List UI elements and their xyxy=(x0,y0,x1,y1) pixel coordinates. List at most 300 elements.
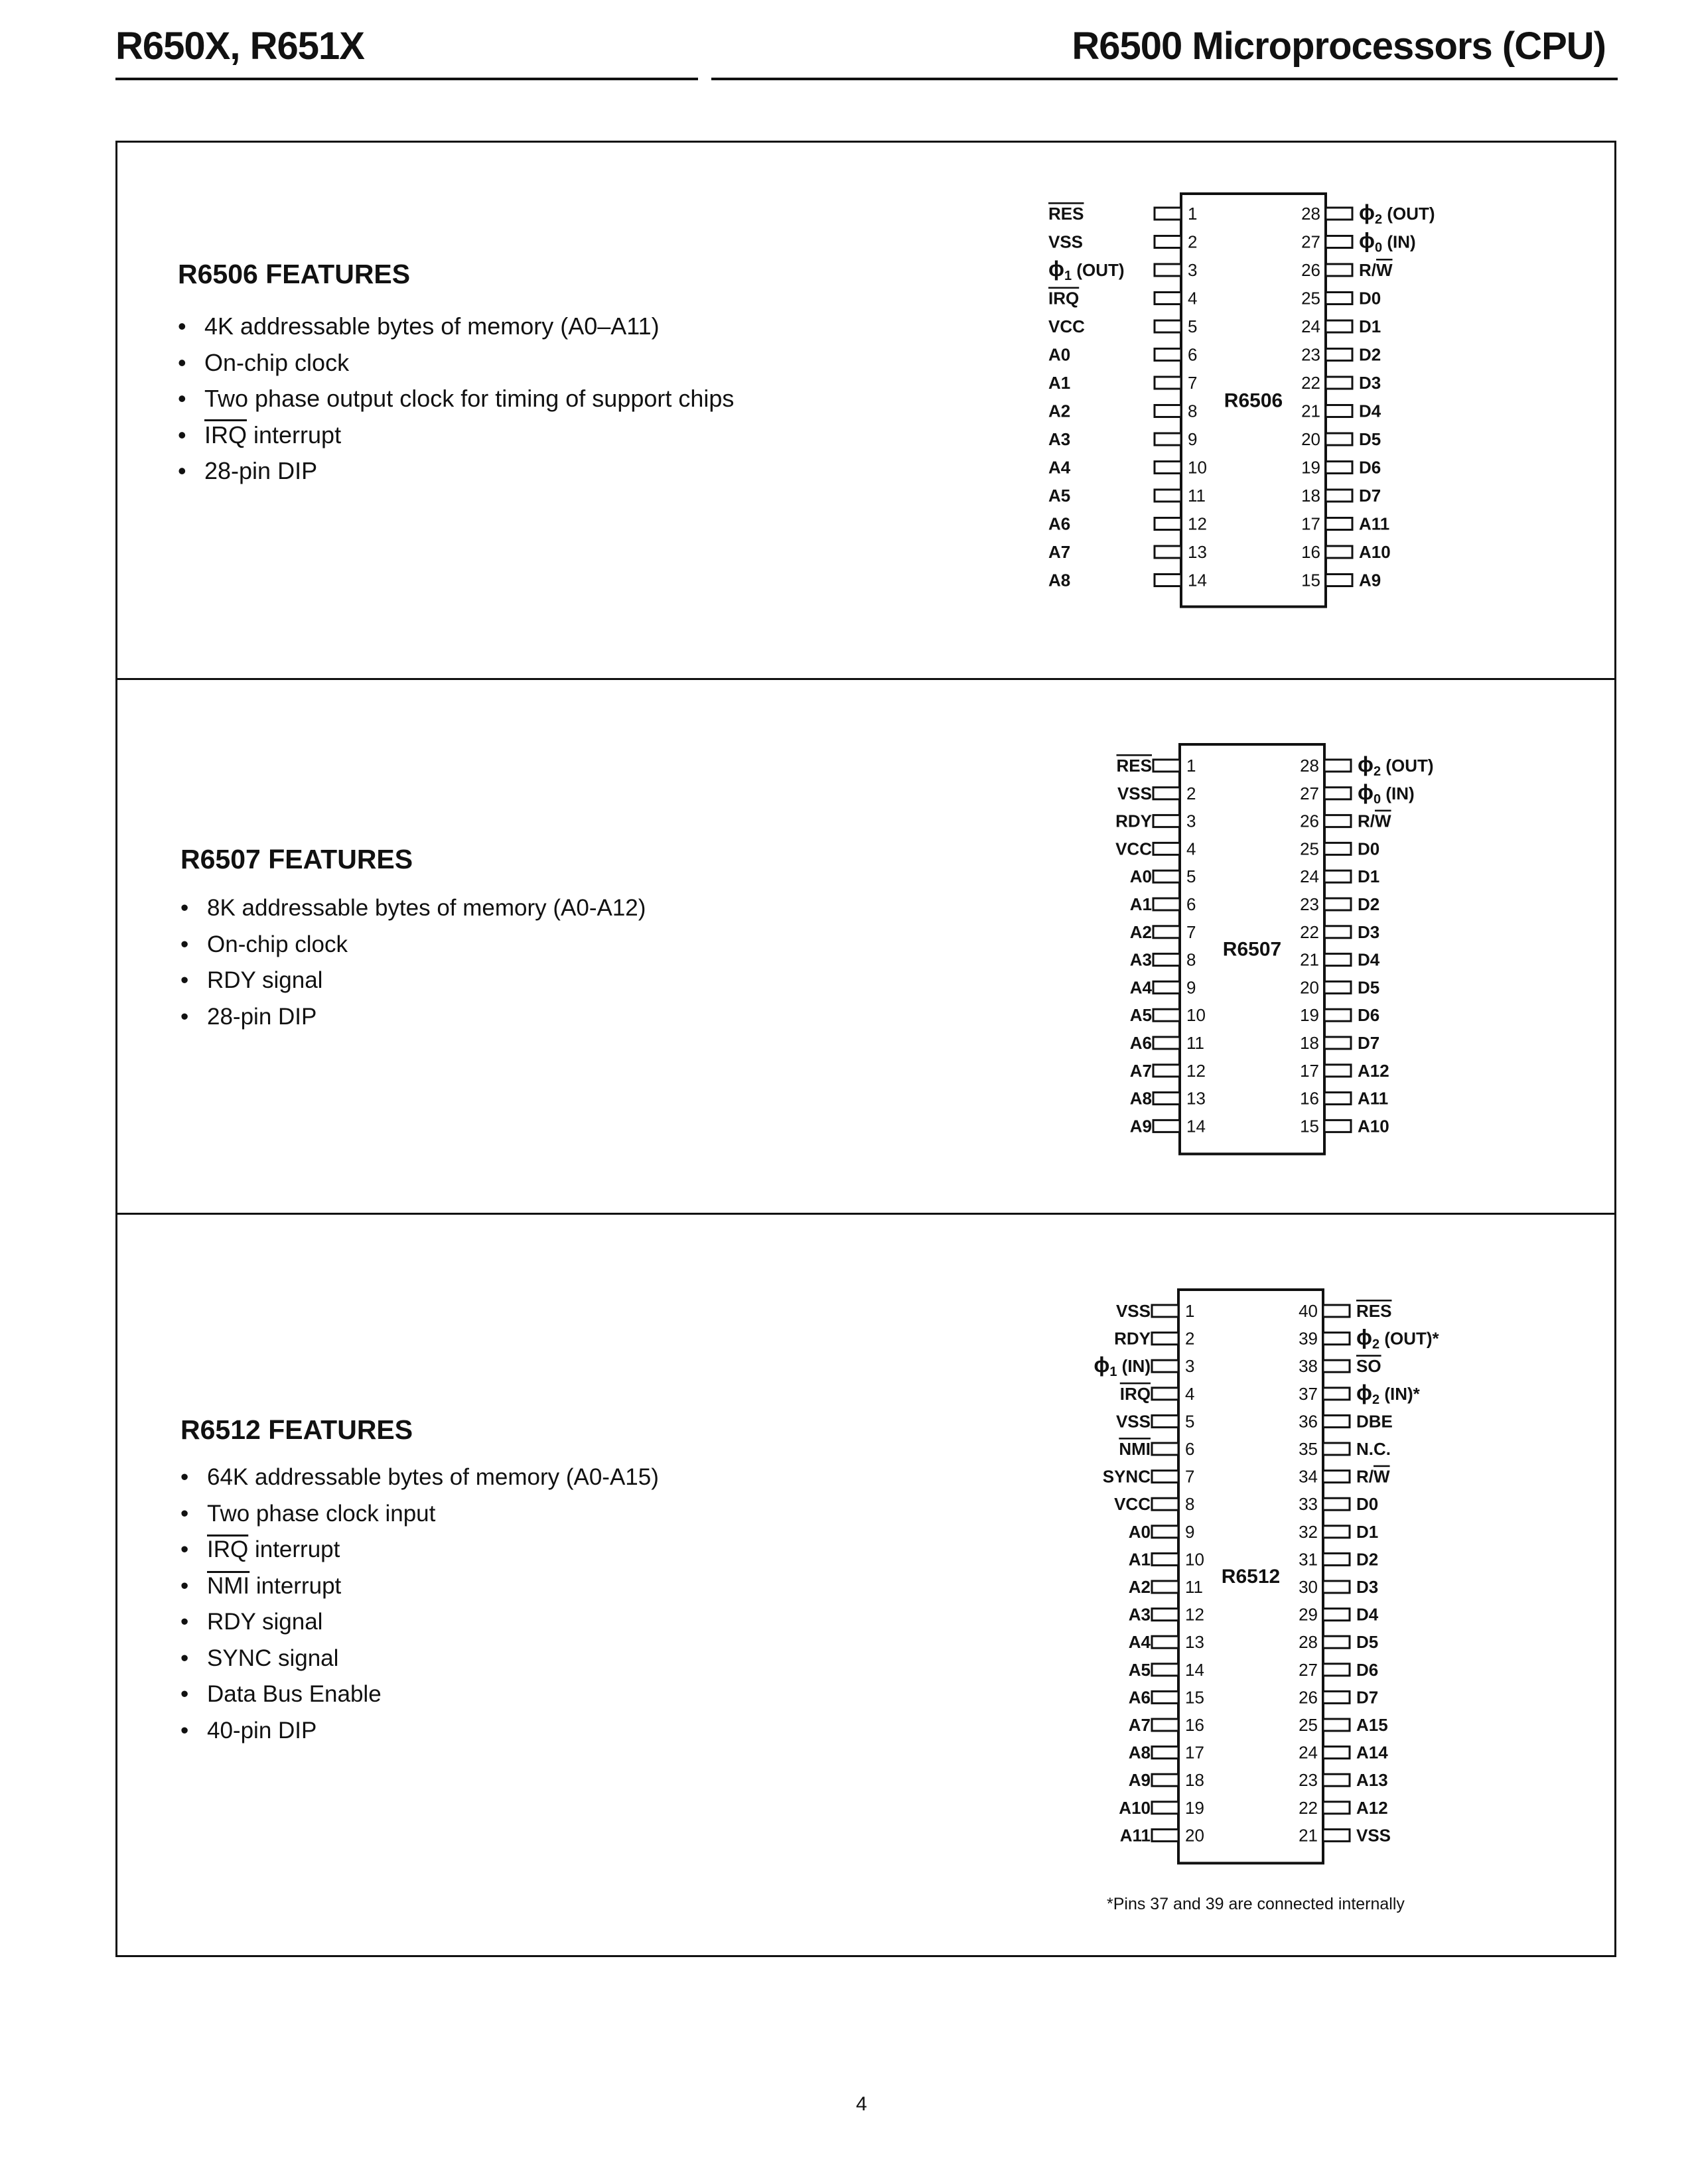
feature-item xyxy=(180,1496,659,1533)
pin-stub xyxy=(1326,208,1352,220)
header-right: R6500 Microprocessors (CPU) xyxy=(1072,25,1606,68)
pin-number: 8 xyxy=(1188,401,1198,421)
pin-stub xyxy=(1326,546,1352,558)
feature-item xyxy=(178,417,734,454)
pin-label-left: A6 xyxy=(1129,1033,1152,1053)
pin-label-right: A9 xyxy=(1359,570,1381,590)
pin-label-left: A4 xyxy=(1129,977,1152,998)
pin-stub xyxy=(1323,1498,1350,1510)
pin-number: 2 xyxy=(1188,232,1198,252)
pin-label-right: VSS xyxy=(1356,1825,1391,1846)
pin-number: 10 xyxy=(1186,1005,1206,1026)
header-rule-right xyxy=(711,78,1618,80)
pin-stub xyxy=(1152,1415,1178,1427)
pin-label-left: IRQ xyxy=(1119,1383,1151,1404)
pin-stub xyxy=(1323,1305,1350,1317)
pin-label-right: D6 xyxy=(1356,1659,1379,1680)
pin-stub xyxy=(1152,1526,1178,1538)
pin-stub xyxy=(1323,1774,1350,1786)
pin-stub xyxy=(1153,898,1180,910)
pin-label-left: A3 xyxy=(1048,429,1071,449)
pin-number: 32 xyxy=(1299,1521,1318,1542)
pin-stub xyxy=(1324,981,1351,993)
pin-stub xyxy=(1326,320,1352,332)
pin-label-left: A5 xyxy=(1129,1005,1152,1026)
pin-label-left: VSS xyxy=(1048,232,1084,252)
pin-stub xyxy=(1323,1636,1350,1648)
pin-label-left: VCC xyxy=(1048,316,1085,336)
pin-number: 17 xyxy=(1300,1060,1319,1081)
pin-stub xyxy=(1153,1009,1180,1021)
chip-name: R6507 xyxy=(1222,938,1282,961)
pin-stub xyxy=(1155,546,1181,558)
pin-label-right: D5 xyxy=(1359,429,1381,449)
pin-stub xyxy=(1326,405,1352,417)
feature-text: 8K addressable bytes of memory (A0-A12) xyxy=(207,895,646,921)
feature-item xyxy=(180,999,646,1036)
pin-stub xyxy=(1152,1360,1178,1372)
pin-label-right: A12 xyxy=(1356,1797,1388,1818)
pin-stub xyxy=(1323,1581,1350,1593)
pin-number: 26 xyxy=(1301,260,1320,280)
pin-number: 2 xyxy=(1185,1328,1195,1349)
pin-number: 24 xyxy=(1301,316,1320,336)
pin-label-right: A10 xyxy=(1359,542,1391,562)
chip-name: R6506 xyxy=(1224,389,1283,412)
pin-number: 14 xyxy=(1186,1116,1206,1136)
pin-stub xyxy=(1152,1664,1178,1676)
pin-number: 10 xyxy=(1185,1549,1204,1570)
pin-stub xyxy=(1152,1553,1178,1565)
pin-label-right: D2 xyxy=(1359,344,1381,365)
feature-item xyxy=(180,1568,659,1605)
pin-stub xyxy=(1324,898,1351,910)
r6506-features-title: R6506 FEATURES xyxy=(178,259,411,289)
pin-number: 6 xyxy=(1185,1439,1195,1459)
pin-label-left: A10 xyxy=(1119,1797,1151,1818)
pin-label-right: $\phi_2$ (OUT) xyxy=(1358,752,1434,779)
feature-item xyxy=(180,890,646,927)
pin-label-right: $\phi_0$ (IN) xyxy=(1358,780,1415,807)
pin-stub xyxy=(1155,575,1181,586)
pin-number: 11 xyxy=(1185,1577,1203,1597)
r6512-pinout-diagram xyxy=(1048,1287,1513,1866)
pin-label-left: A3 xyxy=(1129,949,1152,970)
pin-label-right: D1 xyxy=(1358,866,1380,887)
pin-label-left: A1 xyxy=(1128,1549,1151,1570)
pin-stub xyxy=(1323,1443,1350,1455)
page-number: 4 xyxy=(856,2093,867,2115)
pin-label-left: A1 xyxy=(1048,373,1071,393)
pin-stub xyxy=(1152,1581,1178,1593)
pin-number: 14 xyxy=(1188,570,1207,590)
pin-stub xyxy=(1152,1691,1178,1703)
pin-label-right: A10 xyxy=(1358,1116,1389,1136)
pin-label-right: D2 xyxy=(1356,1549,1379,1570)
pin-number: 12 xyxy=(1188,513,1207,534)
feature-signal-overlined: $\overline{IRQ}$ xyxy=(204,421,247,448)
pin-stub xyxy=(1155,518,1181,530)
pin-number: 6 xyxy=(1186,894,1196,914)
pin-label-left: NMI xyxy=(1119,1439,1151,1459)
pin-stub xyxy=(1324,760,1351,772)
feature-text: 40-pin DIP xyxy=(207,1717,317,1743)
pin-label-left: RES xyxy=(1116,756,1152,776)
pin-number: 27 xyxy=(1300,783,1319,803)
pin-number: 18 xyxy=(1301,486,1320,506)
pin-stub xyxy=(1323,1415,1350,1427)
feature-text: interrupt xyxy=(247,421,342,448)
feature-text: Data Bus Enable xyxy=(207,1681,382,1707)
pin-number: 11 xyxy=(1188,486,1206,506)
feature-text: Two phase clock input xyxy=(207,1500,436,1527)
pin-label-left: A7 xyxy=(1129,1060,1152,1081)
pin-label-left: A5 xyxy=(1128,1659,1151,1680)
pin-stub xyxy=(1323,1526,1350,1538)
pin-label-right: D3 xyxy=(1359,373,1381,393)
pin-stub xyxy=(1323,1747,1350,1759)
pin-number: 38 xyxy=(1299,1356,1318,1377)
pin-stub xyxy=(1155,490,1181,502)
pin-number: 18 xyxy=(1300,1033,1319,1053)
pin-label-right: $\phi_2$ (OUT) xyxy=(1359,200,1435,227)
pin-label-right: D5 xyxy=(1356,1632,1379,1653)
pin-stub xyxy=(1153,926,1180,938)
pin-stub xyxy=(1324,1065,1351,1077)
pin-number: 3 xyxy=(1186,811,1196,831)
pin-number: 28 xyxy=(1300,756,1319,776)
pin-number: 7 xyxy=(1186,921,1196,942)
pin-label-right: D4 xyxy=(1356,1604,1379,1625)
pin-stub xyxy=(1324,926,1351,938)
pin-stub xyxy=(1155,433,1181,445)
pin-number: 17 xyxy=(1185,1742,1204,1763)
pin-stub xyxy=(1153,1093,1180,1105)
pin-stub xyxy=(1326,377,1352,389)
pin-number: 34 xyxy=(1299,1466,1318,1487)
pin-stub xyxy=(1324,870,1351,882)
pin-number: 20 xyxy=(1301,429,1320,449)
feature-item xyxy=(178,381,734,417)
pin-number: 16 xyxy=(1300,1088,1319,1109)
pin-label-right: D1 xyxy=(1359,316,1381,336)
pin-label-left: RDY xyxy=(1115,811,1152,831)
pin-label-left: A4 xyxy=(1128,1632,1151,1653)
pin-label-left: A6 xyxy=(1128,1687,1151,1708)
section-divider xyxy=(115,678,1616,680)
feature-text: interrupt xyxy=(248,1536,340,1562)
pin-label-left: VSS xyxy=(1117,783,1152,803)
pin-stub xyxy=(1324,1093,1351,1105)
pin-label-right: SO xyxy=(1356,1356,1381,1377)
pin-label-right: $\phi_2$ (IN)* xyxy=(1356,1380,1420,1407)
pin-number: 28 xyxy=(1301,204,1320,224)
pin-stub xyxy=(1326,518,1352,530)
pin-label-right: $\phi_0$ (IN) xyxy=(1359,228,1416,255)
pin-stub xyxy=(1155,236,1181,248)
pin-number: 1 xyxy=(1186,756,1196,776)
pin-stub xyxy=(1152,1719,1178,1731)
pin-stub xyxy=(1152,1498,1178,1510)
pin-number: 9 xyxy=(1185,1521,1195,1542)
pin-label-right: R/W xyxy=(1358,811,1391,831)
pin-stub xyxy=(1155,462,1181,474)
pin-stub xyxy=(1323,1802,1350,1814)
r6506-pinout-diagram xyxy=(1035,191,1435,610)
pin-stub xyxy=(1155,320,1181,332)
pin-stub xyxy=(1324,1009,1351,1021)
pin-label-right: D6 xyxy=(1359,457,1381,478)
pin-number: 27 xyxy=(1299,1659,1318,1680)
pin-stub xyxy=(1153,1037,1180,1049)
pin-number: 25 xyxy=(1301,288,1320,308)
pin-number: 33 xyxy=(1299,1494,1318,1515)
pin-label-left: A2 xyxy=(1129,921,1152,942)
pin-label-left: VCC xyxy=(1115,839,1152,859)
pin-number: 8 xyxy=(1186,949,1196,970)
pin-label-right: D6 xyxy=(1358,1005,1380,1026)
feature-item xyxy=(180,1641,659,1677)
feature-text: SYNC signal xyxy=(207,1645,339,1671)
pin-stub xyxy=(1323,1719,1350,1731)
pin-stub xyxy=(1323,1333,1350,1345)
pin-stub xyxy=(1324,815,1351,827)
pin-number: 35 xyxy=(1299,1439,1318,1459)
pin-number: 20 xyxy=(1300,977,1319,998)
r6507-feature-list xyxy=(180,890,646,1035)
pin-label-left: A6 xyxy=(1048,513,1071,534)
pin-stub xyxy=(1324,843,1351,854)
feature-item xyxy=(178,308,734,345)
pin-label-left: A9 xyxy=(1129,1116,1152,1136)
pin-number: 4 xyxy=(1188,288,1198,308)
pin-stub xyxy=(1152,1609,1178,1621)
feature-text: On-chip clock xyxy=(204,348,350,376)
pin-stub xyxy=(1155,264,1181,276)
pin-stub xyxy=(1153,954,1180,966)
feature-item xyxy=(178,453,734,490)
pin-number: 22 xyxy=(1300,921,1319,942)
pin-stub xyxy=(1153,981,1180,993)
pin-stub xyxy=(1323,1609,1350,1621)
pin-number: 16 xyxy=(1185,1715,1204,1735)
feature-text: On-chip clock xyxy=(207,931,348,957)
pin-number: 6 xyxy=(1188,344,1198,365)
r6507-features-title: R6507 FEATURES xyxy=(180,844,413,874)
pin-number: 8 xyxy=(1185,1494,1195,1515)
pin-stub xyxy=(1326,264,1352,276)
pin-label-left: A0 xyxy=(1129,866,1152,887)
pin-number: 23 xyxy=(1299,1770,1318,1791)
pin-number: 3 xyxy=(1185,1356,1195,1377)
pin-label-left: A7 xyxy=(1048,542,1071,562)
pin-stub xyxy=(1152,1747,1178,1759)
pin-number: 29 xyxy=(1299,1604,1318,1625)
pin-number: 21 xyxy=(1300,949,1319,970)
pin-stub xyxy=(1153,1120,1180,1132)
pin-label-left: A1 xyxy=(1129,894,1152,914)
pin-stub xyxy=(1153,843,1180,854)
pin-label-right: D7 xyxy=(1358,1033,1380,1053)
pin-number: 5 xyxy=(1185,1411,1195,1432)
pin-number: 21 xyxy=(1301,401,1320,421)
pin-label-left: A2 xyxy=(1128,1577,1151,1597)
pin-stub xyxy=(1153,760,1180,772)
pin-number: 14 xyxy=(1185,1659,1204,1680)
pin-number: 19 xyxy=(1185,1797,1204,1818)
pin-stub xyxy=(1326,236,1352,248)
pin-label-right: R/W xyxy=(1359,260,1393,280)
pin-label-right: D7 xyxy=(1356,1687,1379,1708)
feature-text: 64K addressable bytes of memory (A0-A15) xyxy=(207,1464,659,1490)
pin-number: 22 xyxy=(1301,373,1320,393)
feature-item xyxy=(180,1713,659,1749)
pin-number: 31 xyxy=(1299,1549,1318,1570)
pin-label-right: N.C. xyxy=(1356,1439,1391,1459)
pin-stub xyxy=(1155,293,1181,305)
pin-label-right: D2 xyxy=(1358,894,1380,914)
pin-number: 22 xyxy=(1299,1797,1318,1818)
pin-label-left: A4 xyxy=(1048,457,1071,478)
pin-stub xyxy=(1326,490,1352,502)
pin-label-right: R/W xyxy=(1356,1466,1390,1487)
pin-stub xyxy=(1324,954,1351,966)
r6512-feature-list xyxy=(180,1460,659,1749)
pin-label-right: A12 xyxy=(1358,1060,1389,1081)
pin-label-left: RES xyxy=(1048,204,1084,224)
pin-stub xyxy=(1152,1333,1178,1345)
pin-label-right: D3 xyxy=(1358,921,1380,942)
pin-label-right: D1 xyxy=(1356,1521,1379,1542)
feature-text: RDY signal xyxy=(207,1609,323,1635)
feature-text: 28-pin DIP xyxy=(207,1003,317,1030)
pin-number: 1 xyxy=(1185,1301,1195,1321)
pin-label-right: A15 xyxy=(1356,1715,1388,1735)
pin-number: 13 xyxy=(1186,1088,1206,1109)
pin-label-right: A11 xyxy=(1359,513,1390,534)
pin-number: 21 xyxy=(1299,1825,1318,1846)
pin-number: 24 xyxy=(1300,866,1319,887)
pin-stub xyxy=(1326,433,1352,445)
r6507-pinout-diagram xyxy=(1088,742,1433,1156)
pin-number: 15 xyxy=(1185,1687,1204,1708)
pin-number: 5 xyxy=(1186,866,1196,887)
pin-stub xyxy=(1326,293,1352,305)
pin-footnote: *Pins 37 and 39 are connected internally xyxy=(1107,1895,1405,1913)
pin-label-left: A9 xyxy=(1128,1770,1151,1791)
pin-number: 19 xyxy=(1301,457,1320,478)
feature-text: interrupt xyxy=(249,1572,342,1599)
pin-label-right: D7 xyxy=(1359,486,1381,506)
pin-stub xyxy=(1323,1691,1350,1703)
pin-number: 37 xyxy=(1299,1383,1318,1404)
pin-number: 3 xyxy=(1188,260,1198,280)
pin-number: 17 xyxy=(1301,513,1320,534)
pin-label-left: A3 xyxy=(1128,1604,1151,1625)
feature-item xyxy=(180,1460,659,1496)
pin-stub xyxy=(1152,1388,1178,1400)
pin-stub xyxy=(1153,1065,1180,1077)
pin-number: 19 xyxy=(1300,1005,1319,1026)
chip-name: R6512 xyxy=(1221,1566,1281,1588)
feature-item xyxy=(180,927,646,963)
pin-number: 40 xyxy=(1299,1301,1318,1321)
pin-number: 5 xyxy=(1188,316,1198,336)
feature-text: Two phase output clock for timing of support chips xyxy=(204,385,735,412)
pin-number: 12 xyxy=(1186,1060,1206,1081)
pin-stub xyxy=(1155,405,1181,417)
feature-item xyxy=(180,1532,659,1568)
pin-stub xyxy=(1153,815,1180,827)
pin-number: 9 xyxy=(1188,429,1198,449)
pin-stub xyxy=(1323,1664,1350,1676)
pin-number: 9 xyxy=(1186,977,1196,998)
pin-stub xyxy=(1323,1471,1350,1483)
pin-stub xyxy=(1323,1360,1350,1372)
pin-number: 23 xyxy=(1300,894,1319,914)
pin-number: 13 xyxy=(1188,542,1207,562)
pin-stub xyxy=(1155,349,1181,361)
pin-label-right: D4 xyxy=(1358,949,1380,970)
pin-label-right: A13 xyxy=(1356,1770,1388,1791)
section-divider xyxy=(115,1213,1616,1215)
pin-stub xyxy=(1324,1120,1351,1132)
pin-number: 16 xyxy=(1301,542,1320,562)
pin-stub xyxy=(1324,787,1351,799)
pin-label-right: A14 xyxy=(1356,1742,1388,1763)
pin-label-left: A11 xyxy=(1119,1825,1151,1846)
pin-stub xyxy=(1324,1037,1351,1049)
pin-number: 11 xyxy=(1186,1033,1204,1053)
feature-text: 28-pin DIP xyxy=(204,457,318,484)
pin-label-left: $\phi_1$ (IN) xyxy=(1093,1353,1151,1380)
pin-stub xyxy=(1155,208,1181,220)
pin-number: 26 xyxy=(1300,811,1319,831)
pin-stub xyxy=(1155,377,1181,389)
pin-label-right: D0 xyxy=(1356,1494,1379,1515)
pin-label-left: A5 xyxy=(1048,486,1071,506)
pin-label-left: A0 xyxy=(1128,1521,1151,1542)
pin-label-right: D5 xyxy=(1358,977,1380,998)
pin-stub xyxy=(1326,462,1352,474)
pin-stub xyxy=(1152,1443,1178,1455)
feature-item xyxy=(180,1604,659,1641)
pin-number: 30 xyxy=(1299,1577,1318,1597)
feature-text: 4K addressable bytes of memory (A0–A11) xyxy=(204,312,660,340)
pin-label-right: D0 xyxy=(1358,839,1380,859)
pin-number: 15 xyxy=(1300,1116,1319,1136)
pin-number: 23 xyxy=(1301,344,1320,365)
pin-label-right: D4 xyxy=(1359,401,1381,421)
pin-number: 2 xyxy=(1186,783,1196,803)
feature-item xyxy=(180,1676,659,1713)
pin-number: 7 xyxy=(1188,373,1198,393)
feature-signal-overlined: $\overline{NMI}$ xyxy=(207,1572,250,1599)
pin-stub xyxy=(1326,575,1352,586)
pin-label-right: A11 xyxy=(1358,1088,1389,1109)
pin-number: 25 xyxy=(1299,1715,1318,1735)
pin-number: 20 xyxy=(1185,1825,1204,1846)
pin-stub xyxy=(1152,1774,1178,1786)
pin-label-left: IRQ xyxy=(1048,288,1080,308)
header-rule-left xyxy=(115,78,698,80)
pin-number: 26 xyxy=(1299,1687,1318,1708)
pin-label-left: SYNC xyxy=(1102,1466,1151,1487)
pin-label-left: VSS xyxy=(1115,1301,1151,1321)
pin-number: 15 xyxy=(1301,570,1320,590)
pin-number: 27 xyxy=(1301,232,1320,252)
r6506-feature-list xyxy=(178,308,734,490)
